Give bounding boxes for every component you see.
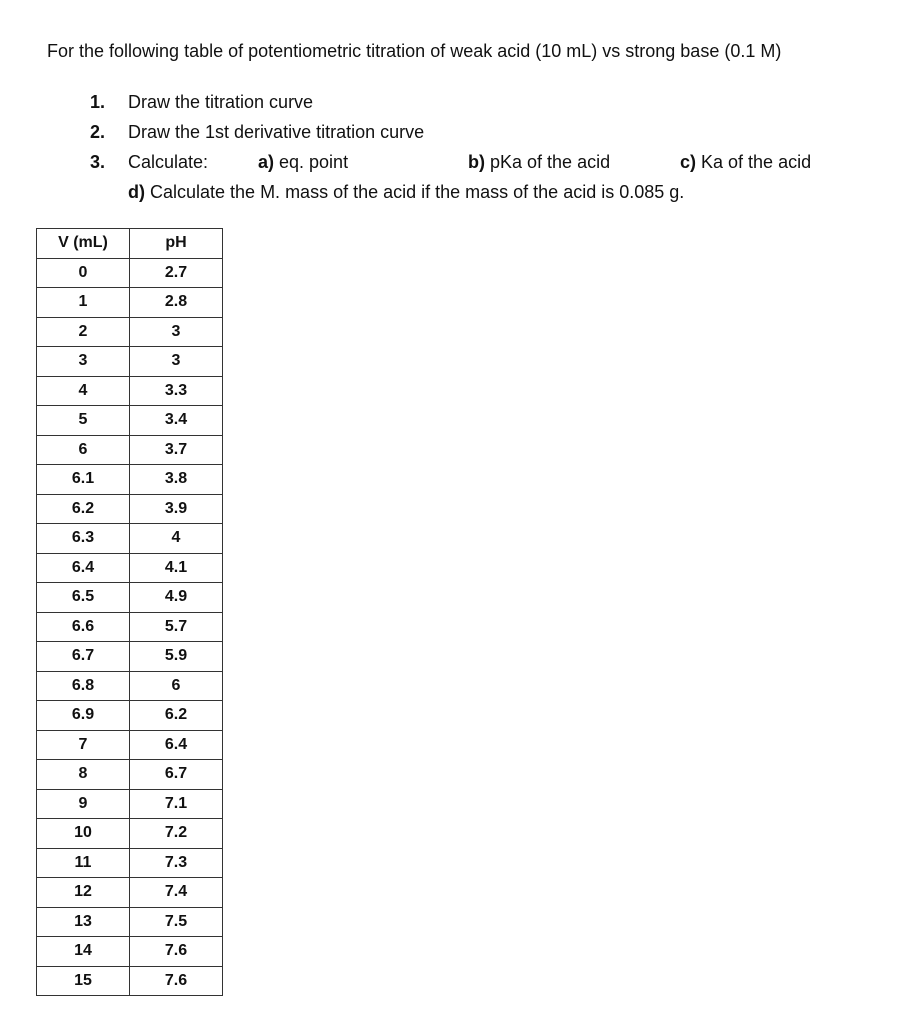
- cell-ph: 5.7: [130, 612, 223, 642]
- task-number: 2.: [90, 122, 106, 142]
- cell-volume: 10: [37, 819, 130, 849]
- table-row: [37, 937, 223, 967]
- header-volume: V (mL): [37, 229, 130, 259]
- part-b: [468, 152, 610, 173]
- part-text: pKa of the acid: [485, 152, 611, 172]
- table-row: [37, 465, 223, 495]
- table-row: [37, 878, 223, 908]
- cell-ph: 4.1: [130, 553, 223, 583]
- table-row: [37, 848, 223, 878]
- cell-ph: 6.2: [130, 701, 223, 731]
- table-row: [37, 760, 223, 790]
- table-row: [37, 671, 223, 701]
- cell-ph: 7.3: [130, 848, 223, 878]
- table-row: [37, 317, 223, 347]
- cell-volume: 11: [37, 848, 130, 878]
- part-text: eq. point: [274, 152, 349, 172]
- cell-volume: 6.5: [37, 583, 130, 613]
- task-number: 3.: [90, 152, 106, 172]
- cell-ph: 4: [130, 524, 223, 554]
- question-heading: For the following table of potentiometric titration of weak acid (10 mL) vs strong base (0.1 M): [47, 41, 782, 61]
- cell-volume: 4: [37, 376, 130, 406]
- cell-ph: 3.3: [130, 376, 223, 406]
- cell-ph: 3.7: [130, 435, 223, 465]
- cell-ph: 7.4: [130, 878, 223, 908]
- table-row: [37, 583, 223, 613]
- cell-volume: 6.3: [37, 524, 130, 554]
- cell-volume: 6: [37, 435, 130, 465]
- task-number: 1.: [90, 92, 106, 112]
- cell-volume: 6.1: [37, 465, 130, 495]
- cell-volume: 6.9: [37, 701, 130, 731]
- part-label: c): [680, 152, 697, 172]
- table-row: [37, 524, 223, 554]
- cell-volume: 2: [37, 317, 130, 347]
- task-text: Calculate:: [128, 152, 209, 172]
- part-text: Ka of the acid: [696, 152, 812, 172]
- titration-table: [36, 228, 223, 996]
- table-row: [37, 819, 223, 849]
- cell-ph: 7.1: [130, 789, 223, 819]
- cell-ph: 5.9: [130, 642, 223, 672]
- cell-ph: 3.8: [130, 465, 223, 495]
- table-row: [37, 701, 223, 731]
- cell-volume: 5: [37, 406, 130, 436]
- cell-volume: 6.6: [37, 612, 130, 642]
- table-row: [37, 376, 223, 406]
- part-label: b): [468, 152, 485, 172]
- cell-volume: 9: [37, 789, 130, 819]
- cell-volume: 13: [37, 907, 130, 937]
- part-a: [258, 152, 348, 173]
- cell-volume: 3: [37, 347, 130, 377]
- task-text: Draw the 1st derivative titration curve: [128, 122, 425, 142]
- cell-ph: 3: [130, 317, 223, 347]
- table-header-row: [37, 229, 223, 259]
- cell-ph: 6.4: [130, 730, 223, 760]
- cell-volume: 7: [37, 730, 130, 760]
- table-row: [37, 258, 223, 288]
- part-text: Calculate the M. mass of the acid if the mass of the acid is 0.085 g.: [145, 182, 685, 202]
- table-row: [37, 553, 223, 583]
- cell-volume: 0: [37, 258, 130, 288]
- table-row: [37, 642, 223, 672]
- table-row: [37, 612, 223, 642]
- cell-ph: 7.2: [130, 819, 223, 849]
- cell-ph: 7.5: [130, 907, 223, 937]
- cell-volume: 6.4: [37, 553, 130, 583]
- cell-ph: 6.7: [130, 760, 223, 790]
- table-row: [37, 907, 223, 937]
- table-body: [37, 258, 223, 996]
- cell-ph: 6: [130, 671, 223, 701]
- cell-volume: 6.7: [37, 642, 130, 672]
- table-row: [37, 789, 223, 819]
- cell-volume: 6.2: [37, 494, 130, 524]
- part-label: a): [258, 152, 275, 172]
- part-d: [128, 182, 684, 203]
- table-row: [37, 347, 223, 377]
- table-row: [37, 494, 223, 524]
- cell-volume: 15: [37, 966, 130, 996]
- cell-ph: 3: [130, 347, 223, 377]
- cell-ph: 3.4: [130, 406, 223, 436]
- cell-ph: 4.9: [130, 583, 223, 613]
- cell-ph: 7.6: [130, 966, 223, 996]
- cell-volume: 8: [37, 760, 130, 790]
- part-c: [680, 152, 811, 173]
- cell-volume: 12: [37, 878, 130, 908]
- table-row: [37, 406, 223, 436]
- cell-ph: 7.6: [130, 937, 223, 967]
- table-row: [37, 435, 223, 465]
- table-row: [37, 966, 223, 996]
- part-label: d): [128, 182, 145, 202]
- header-ph: pH: [130, 229, 223, 259]
- table-row: [37, 288, 223, 318]
- table-row: [37, 730, 223, 760]
- cell-ph: 2.7: [130, 258, 223, 288]
- task-text: Draw the titration curve: [128, 92, 314, 112]
- cell-volume: 14: [37, 937, 130, 967]
- cell-volume: 1: [37, 288, 130, 318]
- cell-ph: 2.8: [130, 288, 223, 318]
- cell-volume: 6.8: [37, 671, 130, 701]
- cell-ph: 3.9: [130, 494, 223, 524]
